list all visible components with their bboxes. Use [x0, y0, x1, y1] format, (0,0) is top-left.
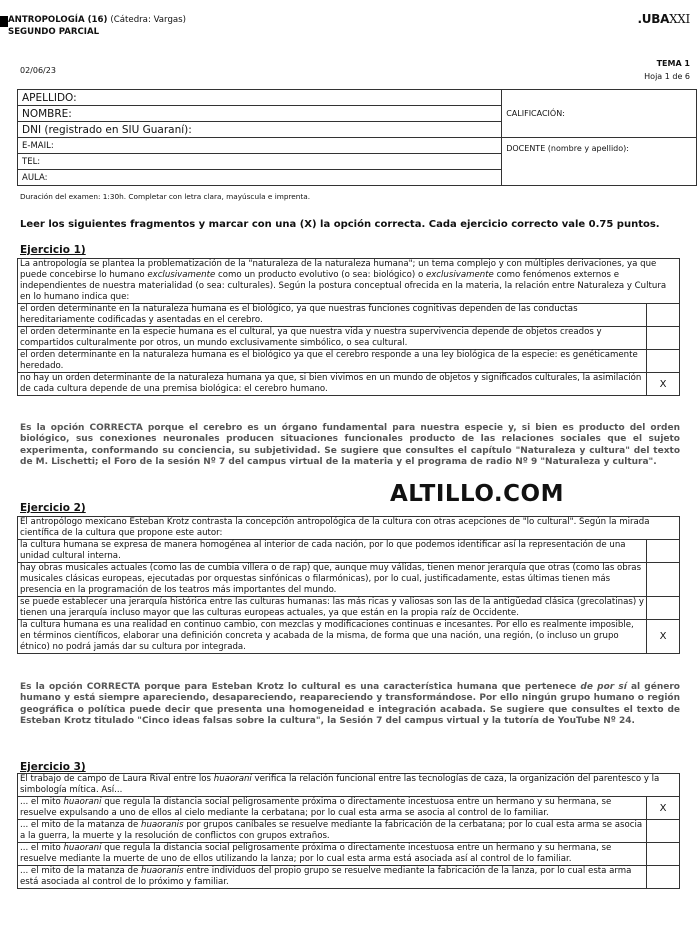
- exercise-2-title: Ejercicio 2): [20, 502, 86, 514]
- exercise-1-option-4: no hay un orden determinante de la naturaleza humana ya que, si bien vivimos en un mundo de objetos y significados culturales, la asimilación de cada cultura depende de una premisa biológica: el cerebro humano.: [18, 373, 647, 396]
- exam-date: 02/06/23: [20, 66, 56, 75]
- tema-label: TEMA 1: [656, 59, 690, 68]
- exercise-3-option-2: ... el mito de la matanza de huaoranis por grupos caníbales se resuelve mediante la fabricación de la cerbatana; por lo cual esta arma se asocia a la guerra, la muerte y la resolución de conflictos con grupos extraños.: [18, 820, 647, 843]
- exercise-3-option-2-mark[interactable]: [647, 820, 680, 843]
- aula-field[interactable]: AULA:: [18, 170, 502, 186]
- exercise-1-question: La antropología se plantea la problematización de la "naturaleza de la naturaleza humana"; un tema complejo y con múltiples derivaciones, ya que puede concebirse lo humano exclusivamente como un producto evolutivo (o sea: biológico) o exclusivamente como fenómenos externos e independientes de nuestra materialidad (o sea: culturales). Según la postura conceptual ofrecida en la materia, la relación entre Naturaleza y Cultura en lo humano indica que:: [18, 259, 680, 304]
- student-info-table: [17, 89, 697, 186]
- exercise-3-title: Ejercicio 3): [20, 761, 86, 773]
- exercise-3-option-4-mark[interactable]: [647, 866, 680, 889]
- exercise-1-answer: Es la opción CORRECTA porque el cerebro es un órgano fundamental para nuestra especie y, si bien es producto del orden biológico, sus conexiones neuronales producen situaciones funcionales producto de las relaciones sociales que el sujeto experimenta, conformando su conciencia, su subjetividad. Se sugiere que consultes el capítulo "Naturaleza y cultura" del texto de M. Lischetti; el Foro de la sesión Nº 7 del campus virtual de la materia y el programa de radio Nº 9 "Naturaleza y cultura".: [20, 423, 680, 467]
- exercise-1-option-4-mark[interactable]: X: [647, 373, 680, 396]
- exercise-2-table: [17, 516, 680, 654]
- exercise-2-option-2-mark[interactable]: [647, 563, 680, 597]
- exercise-2-option-1: la cultura humana se expresa de manera homogénea al interior de cada nación, por lo que podemos identificar así la representación de una unidad cultural interna.: [18, 540, 647, 563]
- uba-xxi-logo: .UBAXXI: [637, 12, 690, 26]
- exercise-2-option-4-mark[interactable]: X: [647, 620, 680, 654]
- exam-duration-note: Duración del examen: 1:30h. Completar con letra clara, mayúscula e imprenta.: [20, 192, 311, 201]
- calificacion-field: CALIFICACIÓN:: [502, 90, 697, 138]
- exercise-2-option-3: se puede establecer una jerarquía histórica entre las culturas humanas: las más ricas y valiosas son las de la antigüedad clásica (grecolatinas) y tienen una jerarquía incluso mayor que las culturas europeas actuales, ya que están en la propia raíz de Occidente.: [18, 597, 647, 620]
- exercise-1-table: [17, 258, 680, 396]
- watermark: ALTILLO.COM: [390, 481, 564, 507]
- exercise-1-option-2: el orden determinante en la especie humana es el cultural, ya que nuestra vida y nuestra supervivencia depende de objetos creados y compartidos culturalmente por otros, un mundo exclusivamente simbólico, o sea cultural.: [18, 327, 647, 350]
- exercise-3-option-3-mark[interactable]: [647, 843, 680, 866]
- docente-field[interactable]: DOCENTE (nombre y apellido):: [502, 138, 697, 186]
- exercise-1-option-2-mark[interactable]: [647, 327, 680, 350]
- dni-field[interactable]: DNI (registrado en SIU Guaraní):: [18, 122, 502, 138]
- exercise-2-option-3-mark[interactable]: [647, 597, 680, 620]
- tema-block: [644, 57, 690, 83]
- exercise-3-option-1: ... el mito huaorani que regula la distancia social peligrosamente próxima o directamente incestuosa entre un hermano y su hermana, se resuelve expulsando a uno de ellos al cielo mediante la cerbatana; por lo cual esta arma se asocia al control de lo familiar.: [18, 797, 647, 820]
- header-marker: [0, 16, 8, 27]
- exercise-2-option-4: la cultura humana es una realidad en continuo cambio, con mezclas y modificaciones continuas e incesantes. Por ello es realmente imposible, en términos científicos, elaborar una definición concreta y acabada de la misma, de forma que una nación, una región, (o incluso un grupo étnico) no podrá jamás dar su cultura por integrada.: [18, 620, 647, 654]
- exam-name: SEGUNDO PARCIAL: [8, 27, 100, 37]
- exercise-2-option-2: hay obras musicales actuales (como las de cumbia villera o de rap) que, aunque muy válidas, tienen menor jerarquía que otras (como las obras musicales clásicas europeas, ejecutadas por orquestas sinfónicas o filarmónicas), por lo cual, justificadamente, estas últimas tienen más presencia en la programación de los teatros más importantes del mundo.: [18, 563, 647, 597]
- course-chair: (Cátedra: Vargas): [110, 15, 186, 25]
- exam-instructions: Leer los siguientes fragmentos y marcar con una (X) la opción correcta. Cada ejercicio correcto vale 0.75 puntos.: [20, 219, 660, 230]
- course-header: [8, 14, 186, 38]
- email-field[interactable]: E-MAIL:: [18, 138, 502, 154]
- exercise-3-option-3: ... el mito huaorani que regula la distancia social peligrosamente próxima o directamente incestuosa entre un hermano y su hermana, se resuelve mediante la muerte de uno de ellos utilizando la lanza; por lo cual esta arma está asociada así al control de lo familiar.: [18, 843, 647, 866]
- apellido-field[interactable]: APELLIDO:: [18, 90, 502, 106]
- exercise-1-option-3: el orden determinante en la naturaleza humana es el biológico ya que el cerebro responde a una ley biológica de la especie: es genéticamente heredado.: [18, 350, 647, 373]
- page-indicator: Hoja 1 de 6: [644, 72, 690, 81]
- tel-field[interactable]: TEL:: [18, 154, 502, 170]
- exercise-2-option-1-mark[interactable]: [647, 540, 680, 563]
- exercise-1-option-3-mark[interactable]: [647, 350, 680, 373]
- exercise-3-option-1-mark[interactable]: X: [647, 797, 680, 820]
- exercise-3-question: El trabajo de campo de Laura Rival entre los huaorani verifica la relación funcional entre las tecnologías de caza, la organización del parentesco y la simbología mítica. Así...: [18, 774, 680, 797]
- exercise-2-question: El antropólogo mexicano Esteban Krotz contrasta la concepción antropológica de la cultura con otras acepciones de "lo cultural". Según la mirada científica de la cultura que propone este autor:: [18, 517, 680, 540]
- course-name: ANTROPOLOGÍA (16): [8, 15, 108, 25]
- exercise-3-table: [17, 773, 680, 889]
- exercise-3-option-4: ... el mito de la matanza de huaoranis entre individuos del propio grupo se resuelve mediante la fabricación de la lanza, por lo cual esta arma está asociada al control de lo próximo y familiar.: [18, 866, 647, 889]
- exercise-1-option-1: el orden determinante en la naturaleza humana es el biológico, ya que nuestras funciones cognitivas dependen de las conductas hereditariamente codificadas y asentadas en el cerebro.: [18, 304, 647, 327]
- exercise-1-option-1-mark[interactable]: [647, 304, 680, 327]
- exercise-2-answer: Es la opción CORRECTA porque para Esteban Krotz lo cultural es una característica humana que pertenece de por sí al género humano y está siempre apareciendo, desapareciendo, reapareciendo y transformándose. Por ello ningún grupo humano o región geográfica o política puede decir que presenta una homogeneidad e integración acabada. Se sugiere que consultes el texto de Esteban Krotz titulado "Cinco ideas falsas sobre la cultura", la Sesión 7 del campus virtual y la tutoría de YouTube Nº 24.: [20, 682, 680, 726]
- exercise-1-title: Ejercicio 1): [20, 244, 86, 256]
- nombre-field[interactable]: NOMBRE:: [18, 106, 502, 122]
